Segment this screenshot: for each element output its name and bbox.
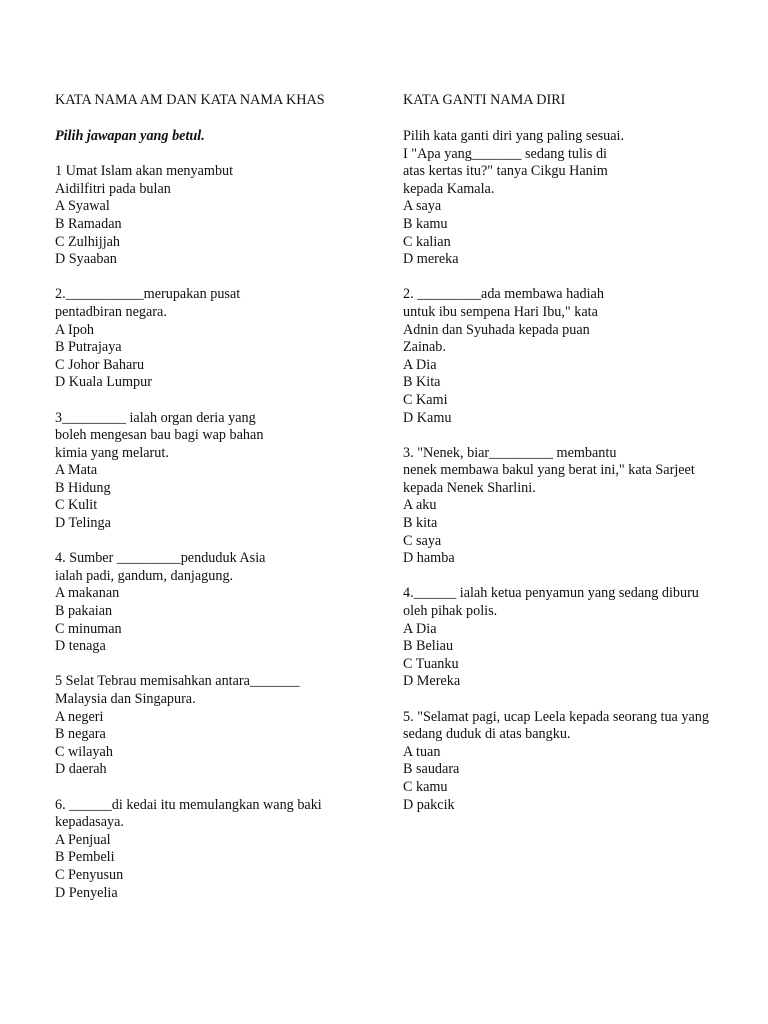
right-column	[403, 92, 748, 814]
answer-option: B kita	[403, 515, 438, 532]
answer-option: D Penyelia	[55, 884, 118, 901]
answer-option: C Kami	[403, 391, 448, 408]
answer-option: C kamu	[403, 778, 448, 795]
question-text: kimia yang melarut.	[55, 444, 169, 461]
answer-option: A tuan	[403, 743, 441, 760]
left-column	[55, 92, 385, 902]
answer-option: C wilayah	[55, 743, 113, 760]
answer-option: D Mereka	[403, 673, 461, 690]
answer-option: D mereka	[403, 251, 459, 268]
answer-option: D tenaga	[55, 638, 106, 655]
answer-option: A makanan	[55, 585, 120, 602]
answer-option: B Hidung	[55, 479, 111, 496]
question-list	[403, 146, 748, 815]
question-text: 2. _________ada membawa hadiah	[403, 286, 604, 303]
question-text: 6. ______di kedai itu memulangkan wang baki	[55, 796, 322, 813]
answer-option: C saya	[403, 532, 442, 549]
question-item	[403, 286, 748, 427]
question-item	[55, 286, 385, 392]
question-text: 4.______ ialah ketua penyamun yang sedang diburu	[403, 585, 699, 602]
question-text: 2.___________merupakan pusat	[55, 286, 241, 303]
question-text: 3_________ ialah organ deria yang	[55, 409, 256, 426]
question-text: Adnin dan Syuhada kepada puan	[403, 321, 590, 338]
answer-option: A aku	[403, 497, 437, 514]
question-text: ialah padi, gandum, danjagung.	[55, 567, 234, 584]
question-text: Aidilfitri pada bulan	[55, 180, 171, 197]
answer-option: C kalian	[403, 233, 451, 250]
question-text: Zainab.	[403, 339, 446, 356]
question-text: 5 Selat Tebrau memisahkan antara_______	[55, 673, 300, 690]
answer-option: B negara	[55, 726, 106, 743]
answer-option: C Johor Baharu	[55, 356, 145, 373]
answer-option: A Syawal	[55, 198, 110, 215]
instruction-text: Pilih kata ganti diri yang paling sesuai.	[403, 128, 625, 144]
question-text: nenek membawa bakul yang berat ini," kata Sarjeet	[403, 462, 695, 479]
question-item	[55, 673, 385, 779]
question-text: untuk ibu sempena Hari Ibu," kata	[403, 303, 598, 320]
answer-option: D Syaaban	[55, 251, 117, 268]
answer-option: C minuman	[55, 620, 122, 637]
question-text: atas kertas itu?" tanya Cikgu Hanim	[403, 163, 608, 180]
answer-option: B Pembeli	[55, 849, 115, 866]
answer-option: C Tuanku	[403, 655, 459, 672]
answer-option: D pakcik	[403, 796, 455, 813]
answer-option: B Putrajaya	[55, 339, 122, 356]
answer-option: A saya	[403, 198, 442, 215]
question-item	[55, 163, 385, 269]
answer-option: D Kamu	[403, 409, 452, 426]
question-text: sedang duduk di atas bangku.	[403, 726, 571, 743]
question-item	[55, 797, 385, 903]
answer-option: B Kita	[403, 374, 441, 391]
answer-option: B Ramadan	[55, 215, 122, 232]
question-text: kepada Nenek Sharlini.	[403, 479, 536, 496]
question-text: oleh pihak polis.	[403, 603, 498, 620]
question-text: kepada Kamala.	[403, 180, 495, 197]
answer-option: D daerah	[55, 761, 107, 778]
answer-option: A negeri	[55, 708, 104, 725]
question-item	[55, 410, 385, 533]
question-item	[403, 146, 748, 269]
answer-option: D Telinga	[55, 515, 111, 532]
answer-option: A Dia	[403, 356, 437, 373]
answer-option: D Kuala Lumpur	[55, 374, 152, 391]
section-heading-kata-ganti: KATA GANTI NAMA DIRI	[403, 92, 566, 108]
question-item	[403, 585, 748, 691]
answer-option: C Kulit	[55, 497, 98, 514]
question-text: kepadasaya.	[55, 814, 124, 831]
answer-option: A Mata	[55, 462, 98, 479]
question-text: pentadbiran negara.	[55, 303, 167, 320]
answer-option: C Penyusun	[55, 866, 124, 883]
question-text: 4. Sumber _________penduduk Asia	[55, 550, 266, 567]
question-item	[55, 550, 385, 656]
question-item	[403, 709, 748, 815]
answer-option: A Dia	[403, 620, 437, 637]
question-text: Malaysia dan Singapura.	[55, 691, 196, 707]
section-heading-kata-nama: KATA NAMA AM DAN KATA NAMA KHAS	[55, 92, 325, 108]
question-text: 1 Umat Islam akan menyambut	[55, 163, 234, 180]
answer-option: A Penjual	[55, 831, 111, 848]
question-text: 3. "Nenek, biar_________ membantu	[403, 444, 617, 461]
question-item	[403, 445, 748, 568]
answer-option: C Zulhijjah	[55, 233, 121, 250]
answer-option: B Beliau	[403, 638, 454, 655]
instruction-text: Pilih jawapan yang betul.	[55, 128, 205, 144]
answer-option: B kamu	[403, 215, 448, 232]
answer-option: D hamba	[403, 550, 455, 567]
question-text: I "Apa yang_______ sedang tulis di	[403, 145, 607, 162]
answer-option: B saudara	[403, 761, 460, 778]
answer-option: A Ipoh	[55, 321, 95, 338]
question-list	[55, 163, 385, 902]
question-text: boleh mengesan bau bagi wap bahan	[55, 427, 264, 444]
answer-option: B pakaian	[55, 603, 113, 620]
question-text: 5. "Selamat pagi, ucap Leela kepada seorang tua yang	[403, 708, 709, 725]
